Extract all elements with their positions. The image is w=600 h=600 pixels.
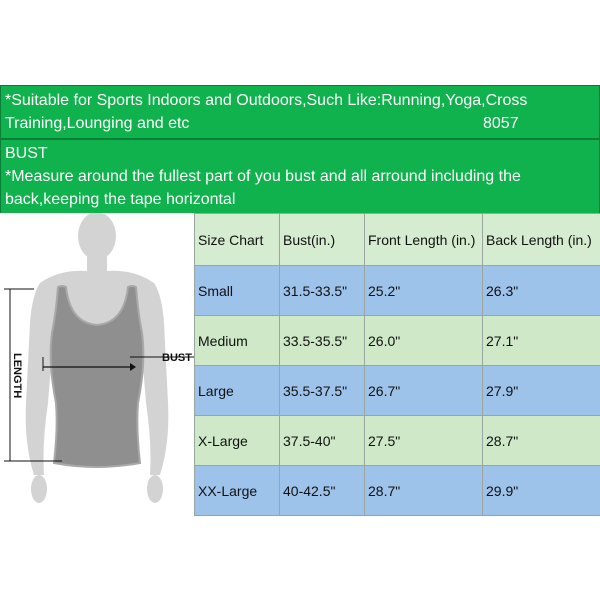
header-size-chart: Size Chart xyxy=(195,214,280,266)
header-front-length: Front Length (in.) xyxy=(365,214,483,266)
size-chart-table xyxy=(194,213,600,516)
header-bust: Bust(in.) xyxy=(280,214,365,266)
back-length-cell: 28.7" xyxy=(483,416,600,466)
table-header-row xyxy=(195,214,600,266)
bust-cell: 35.5-37.5" xyxy=(280,366,365,416)
table-row xyxy=(195,266,600,316)
size-cell: Medium xyxy=(195,316,280,366)
front-length-cell: 26.0" xyxy=(365,316,483,366)
head-shape xyxy=(78,213,116,260)
size-cell: Small xyxy=(195,266,280,316)
size-chart-frame xyxy=(0,85,600,517)
table-row xyxy=(195,416,600,466)
bust-cell: 40-42.5" xyxy=(280,466,365,516)
size-cell: X-Large xyxy=(195,416,280,466)
bust-instruction-line-1: *Measure around the fullest part of you bust and all arround including the xyxy=(5,168,521,185)
right-hand-shape xyxy=(147,475,163,503)
back-length-cell: 27.9" xyxy=(483,366,600,416)
bust-title: BUST xyxy=(5,145,48,162)
front-length-cell: 28.7" xyxy=(365,466,483,516)
bust-cell: 37.5-40" xyxy=(280,416,365,466)
left-hand-shape xyxy=(31,475,47,503)
bust-cell: 31.5-33.5" xyxy=(280,266,365,316)
size-cell: Large xyxy=(195,366,280,416)
bust-instruction-line-2: back,keeping the tape horizontal xyxy=(5,191,236,208)
front-length-cell: 26.7" xyxy=(365,366,483,416)
usage-banner xyxy=(0,85,600,139)
header-back-length: Back Length (in.) xyxy=(483,214,600,266)
front-length-cell: 25.2" xyxy=(365,266,483,316)
usage-line-1: *Suitable for Sports Indoors and Outdoors,Such Like:Running,Yoga,Cross xyxy=(5,92,528,109)
table-row xyxy=(195,316,600,366)
table-row xyxy=(195,366,600,416)
back-length-cell: 29.9" xyxy=(483,466,600,516)
back-length-cell: 27.1" xyxy=(483,316,600,366)
size-cell: XX-Large xyxy=(195,466,280,516)
body-silhouette-illustration xyxy=(0,213,194,517)
usage-line-2: Training,Lounging and etc xyxy=(5,115,190,132)
front-length-cell: 27.5" xyxy=(365,416,483,466)
bust-label: BUST xyxy=(162,352,192,364)
measurement-figure xyxy=(0,213,194,517)
length-label: LENGTH xyxy=(11,353,23,399)
table-row xyxy=(195,466,600,516)
product-code: 8057 xyxy=(483,115,519,132)
neck-shape xyxy=(87,255,107,273)
bust-cell: 33.5-35.5" xyxy=(280,316,365,366)
back-length-cell: 26.3" xyxy=(483,266,600,316)
